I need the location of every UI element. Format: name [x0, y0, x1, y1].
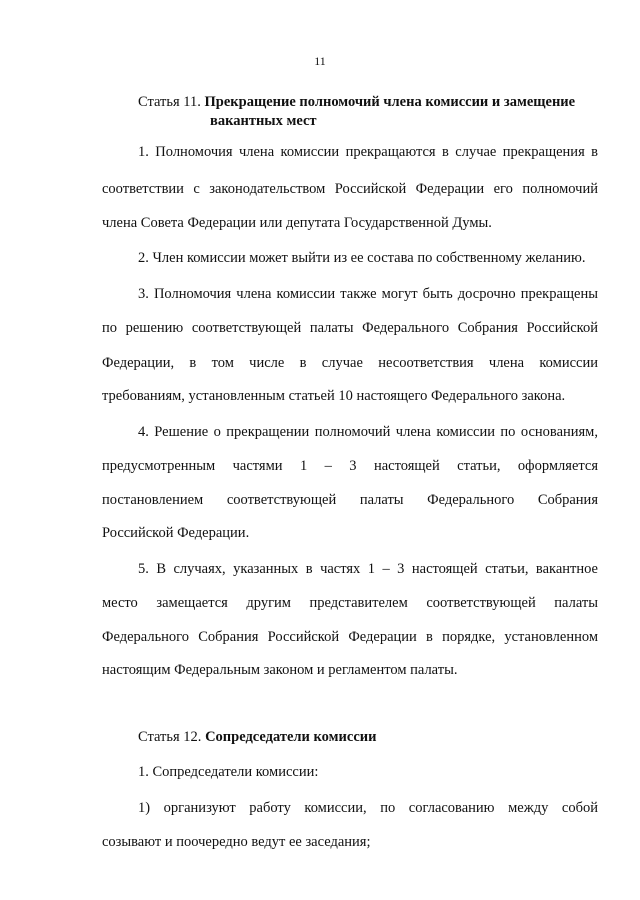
article-11-heading: [138, 93, 575, 112]
article-11-title-line2: вакантных мест: [210, 113, 317, 129]
paragraph-line: созывают и поочередно ведут ее заседания;: [102, 834, 371, 850]
paragraph-line: 1. Сопредседатели комиссии:: [138, 764, 319, 780]
article-11-title-line1: Прекращение полномочий члена комиссии и замещение: [204, 94, 576, 110]
paragraph-line: требованиям, установленным статьей 10 настоящего Федерального закона.: [102, 388, 566, 404]
paragraph-line: члена Совета Федерации или депутата Государственной Думы.: [102, 215, 492, 231]
article-11-prefix: Статья 11.: [138, 94, 201, 110]
article-12-heading: [138, 728, 376, 747]
paragraph-line: по решению соответствующей палаты Федерального Собрания Российской: [102, 320, 598, 336]
page-number: 11: [314, 54, 326, 68]
paragraph-line: постановлением соответствующей палаты Федерального Собрания: [102, 492, 598, 508]
paragraph-line: соответствии с законодательством Российской Федерации его полномочий: [102, 181, 598, 197]
article-12-prefix: Статья 12.: [138, 729, 202, 745]
article-11-heading-cont: [210, 112, 317, 131]
paragraph-line: 5. В случаях, указанных в частях 1 – 3 настоящей статьи, вакантное: [138, 561, 598, 577]
paragraph-line: 1) организуют работу комиссии, по согласованию между собой: [138, 800, 598, 816]
paragraph-line: Федерации, в том числе в случае несоответствия члена комиссии: [102, 355, 598, 371]
paragraph-line: 4. Решение о прекращении полномочий члена комиссии по основаниям,: [138, 424, 598, 440]
paragraph-line: 1. Полномочия члена комиссии прекращаются в случае прекращения в: [138, 144, 598, 160]
article-12-title: Сопредседатели комиссии: [205, 729, 377, 745]
paragraph-line: Федерального Собрания Российской Федерации в порядке, установленном: [102, 629, 598, 645]
paragraph-line: 2. Член комиссии может выйти из ее состава по собственному желанию.: [138, 250, 586, 266]
paragraph-line: место замещается другим представителем соответствующей палаты: [102, 595, 598, 611]
paragraph-line: 3. Полномочия члена комиссии также могут быть досрочно прекращены: [138, 286, 598, 302]
paragraph-line: Российской Федерации.: [102, 525, 250, 541]
paragraph-line: настоящим Федеральным законом и регламентом палаты.: [102, 662, 458, 678]
paragraph-line: предусмотренным частями 1 – 3 настоящей статьи, оформляется: [102, 458, 598, 474]
